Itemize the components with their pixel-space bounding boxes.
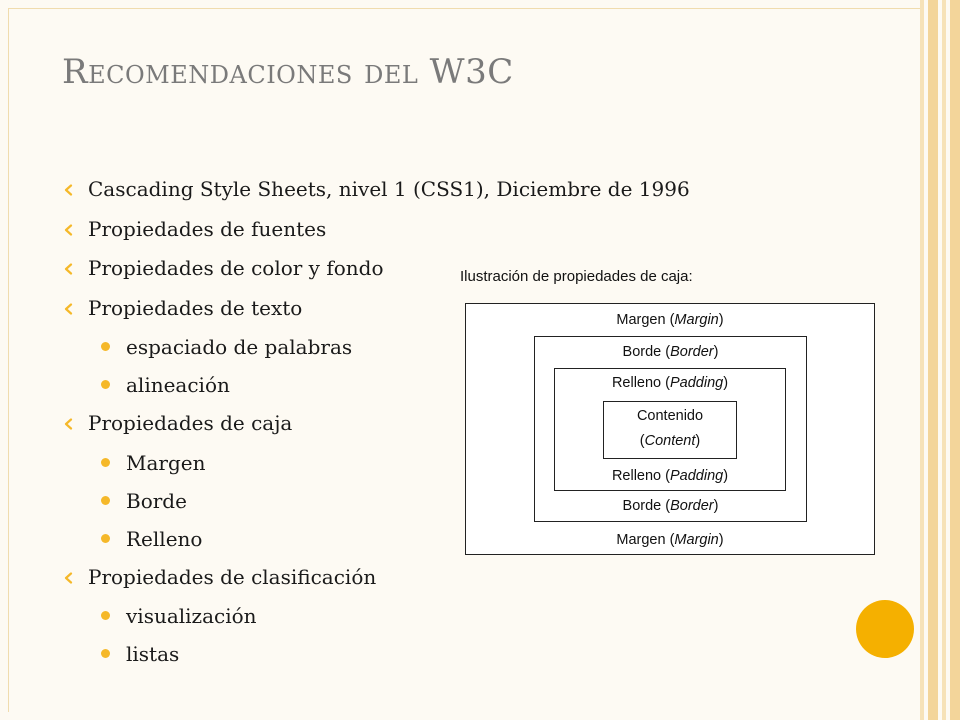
- decorative-stripes: [920, 0, 960, 720]
- bullet-marker-icon: [64, 184, 76, 196]
- bullet-item: [64, 210, 484, 250]
- slide-title: Recomendaciones del W3C: [62, 52, 514, 92]
- content-label-2: (Content): [639, 433, 701, 449]
- padding-bottom-label: Relleno (Padding): [611, 468, 729, 484]
- bullet-text: listas: [126, 642, 180, 666]
- sub-bullet-dot-icon: [101, 649, 110, 658]
- margin-top-label: Margen (Margin): [616, 312, 724, 328]
- bullet-text: Propiedades de color y fondo: [88, 256, 384, 280]
- decorative-circle: [856, 600, 914, 658]
- bullet-text: espaciado de palabras: [126, 335, 353, 359]
- bullet-text: Propiedades de clasificación: [88, 564, 377, 589]
- bullet-item: [64, 170, 690, 210]
- sub-bullet-item: [64, 366, 484, 404]
- bullet-text: Propiedades de caja: [88, 411, 293, 435]
- bullet-marker-icon: [64, 303, 76, 315]
- bullet-text: alineación: [126, 373, 230, 397]
- sub-bullet-dot-icon: [101, 534, 110, 543]
- bullet-marker-icon: [64, 418, 76, 430]
- content-box: [603, 401, 737, 459]
- sub-bullet-item: [64, 520, 484, 558]
- bullet-item: [64, 249, 484, 289]
- bullet-item: [64, 404, 484, 444]
- border-top-label: Borde (Border): [622, 344, 719, 360]
- bullet-text: Relleno: [126, 526, 203, 551]
- sub-bullet-item: [64, 597, 484, 635]
- sub-bullet-item: [64, 444, 484, 482]
- figure-caption: Ilustración de propiedades de caja:: [460, 268, 693, 285]
- sub-bullet-dot-icon: [101, 458, 110, 467]
- bullet-text: visualización: [126, 604, 257, 628]
- bullet-marker-icon: [64, 224, 76, 236]
- bullet-item: [64, 558, 484, 598]
- border-bottom-label: Borde (Border): [622, 498, 719, 514]
- bullet-marker-icon: [64, 572, 76, 584]
- bullet-text: Cascading Style Sheets, nivel 1 (CSS1), Diciembre de 1996: [88, 177, 690, 201]
- content-label-1: Contenido: [636, 408, 704, 424]
- sub-bullet-dot-icon: [101, 342, 110, 351]
- bullet-text: Propiedades de texto: [88, 295, 303, 320]
- bullet-text: Propiedades de fuentes: [88, 216, 327, 241]
- bullet-text: Margen: [126, 450, 206, 475]
- bullet-text: Borde: [126, 488, 187, 513]
- bullet-item: [64, 289, 484, 329]
- sub-bullet-item: [64, 635, 484, 673]
- sub-bullet-item: [64, 328, 484, 366]
- sub-bullet-dot-icon: [101, 496, 110, 505]
- sub-bullet-item: [64, 482, 484, 520]
- sub-bullet-dot-icon: [101, 380, 110, 389]
- bullet-marker-icon: [64, 263, 76, 275]
- padding-top-label: Relleno (Padding): [611, 375, 729, 391]
- sub-bullet-dot-icon: [101, 611, 110, 620]
- margin-bottom-label: Margen (Margin): [616, 532, 724, 548]
